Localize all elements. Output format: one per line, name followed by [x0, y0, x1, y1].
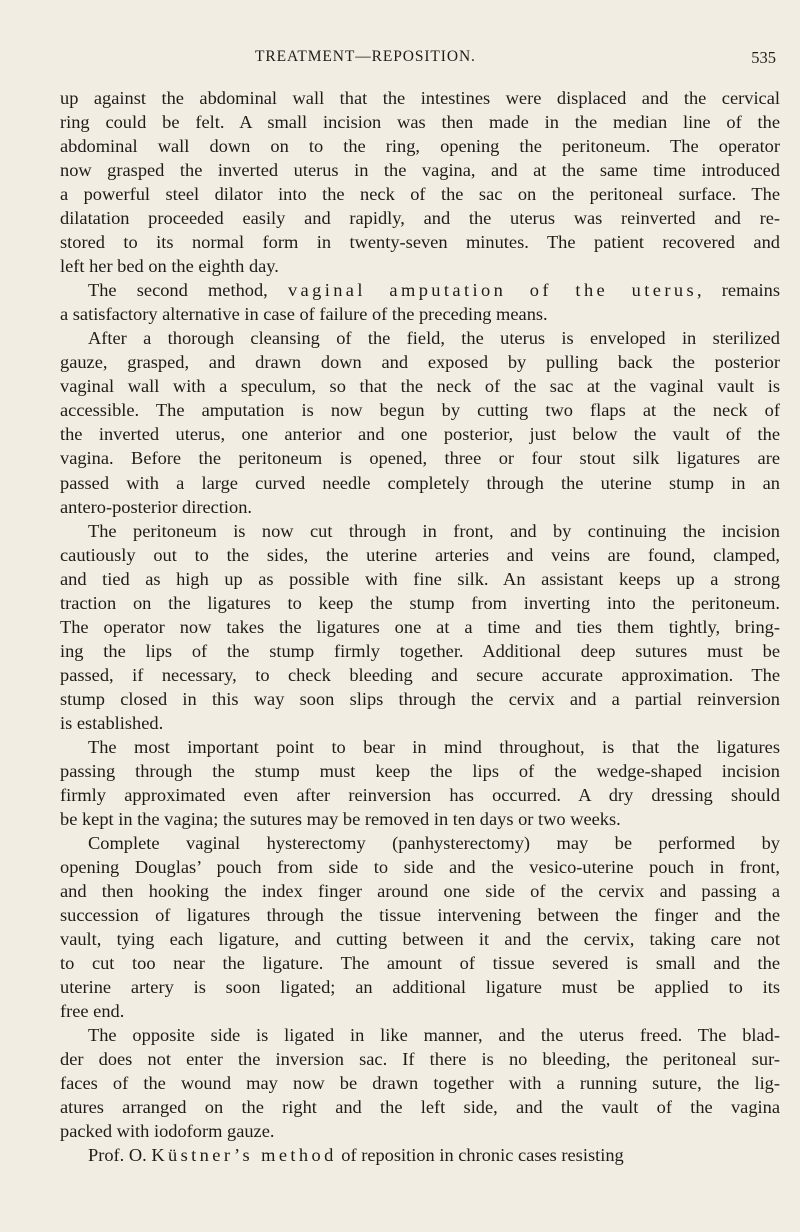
text-segment: The second method,	[88, 280, 288, 301]
text-line: left her bed on the eighth day.	[60, 256, 279, 277]
text-line: The operator now takes the ligatures one at a time and ties them tightly, bring-	[60, 616, 780, 637]
text-line: passed, if necessary, to check bleeding and secure accurate approximation. The	[60, 664, 780, 685]
text-line: and then hooking the index finger around one side of the cervix and passing a	[60, 881, 780, 902]
text-line: ring could be felt. A small incision was then made in the median line of the	[60, 112, 780, 133]
text-body	[60, 86, 780, 1167]
text-line: vagina. Before the peritoneum is opened, three or four stout silk ligatures are	[60, 448, 780, 469]
text-line: After a thorough cleansing of the field, the uterus is enveloped in sterilized	[88, 328, 780, 349]
text-line: and tied as high up as possible with fine silk. An assistant keeps up a strong	[60, 568, 780, 589]
page-number: 535	[751, 48, 776, 67]
text-line: be kept in the vagina; the sutures may be removed in ten days or two weeks.	[60, 808, 621, 829]
text-line: free end.	[60, 1001, 125, 1022]
text-line: dilatation proceeded easily and rapidly, and the uterus was reinverted and re-	[60, 208, 780, 229]
text-line: cautiously out to the sides, the uterine arteries and veins are found, clamped,	[60, 544, 780, 565]
text-line: The peritoneum is now cut through in front, and by continuing the incision	[88, 520, 780, 541]
text-line: Complete vaginal hysterectomy (panhysterectomy) may be performed by	[88, 832, 780, 853]
text-line: passed with a large curved needle completely through the uterine stump in an	[60, 472, 780, 493]
text-line: antero-posterior direction.	[60, 496, 253, 517]
text-line: traction on the ligatures to keep the stump from inverting into the peritoneum.	[60, 592, 780, 613]
text-line: The most important point to bear in mind throughout, is that the ligatures	[88, 736, 780, 757]
text-segment: of reposition in chronic cases resisting	[336, 1145, 624, 1166]
text-line: up against the abdominal wall that the intestines were displaced and the cervical	[60, 88, 780, 108]
text-line	[60, 278, 780, 302]
text-line: atures arranged on the right and the left side, and the vault of the vagina	[60, 1097, 780, 1118]
running-head	[60, 48, 776, 72]
text-line: opening Douglas’ pouch from side to side and the vesico-uterine pouch in front,	[60, 857, 780, 877]
text-line	[60, 1143, 780, 1167]
text-line: passing through the stump must keep the lips of the wedge-shaped incision	[60, 760, 780, 781]
text-line: ing the lips of the stump firmly together. Additional deep sutures must be	[60, 640, 780, 661]
text-line: The opposite side is ligated in like manner, and the uterus freed. The blad-	[88, 1025, 780, 1046]
text-line: gauze, grasped, and drawn down and exposed by pulling back the posterior	[60, 352, 780, 373]
letterspaced-emphasis: Küstner’s method	[151, 1145, 337, 1166]
text-line: a powerful steel dilator into the neck of the sac on the peritoneal surface. The	[60, 184, 780, 205]
text-line: vaginal wall with a speculum, so that the neck of the sac at the vaginal vault is	[60, 376, 780, 397]
text-segment: , remains	[697, 280, 780, 301]
text-line: firmly approximated even after reinversion has occurred. A dry dressing should	[60, 784, 780, 805]
text-line: packed with iodoform gauze.	[60, 1121, 275, 1142]
text-segment: Prof. O.	[88, 1145, 152, 1166]
text-line: is established.	[60, 712, 164, 733]
text-line: der does not enter the inversion sac. If there is no bleeding, the peritoneal sur-	[60, 1049, 780, 1070]
text-line: accessible. The amputation is now begun by cutting two flaps at the neck of	[60, 400, 780, 421]
text-line: succession of ligatures through the tissue intervening between the finger and the	[60, 905, 780, 926]
text-line: vault, tying each ligature, and cutting between it and the cervix, taking care not	[60, 929, 780, 950]
running-title: TREATMENT—REPOSITION.	[255, 48, 476, 65]
text-line: now grasped the inverted uterus in the vagina, and at the same time introduced	[60, 160, 780, 181]
text-line: stump closed in this way soon slips through the cervix and a partial reinversion	[60, 688, 780, 709]
text-line: faces of the wound may now be drawn together with a running suture, the lig-	[60, 1073, 780, 1094]
text-line: a satisfactory alternative in case of failure of the preceding means.	[60, 304, 548, 325]
text-line: stored to its normal form in twenty-seven minutes. The patient recovered and	[60, 232, 780, 253]
text-line: uterine artery is soon ligated; an additional ligature must be applied to its	[60, 977, 780, 998]
letterspaced-emphasis: vaginal amputation of the uterus	[287, 280, 698, 301]
text-line: abdominal wall down on to the ring, opening the peritoneum. The operator	[60, 136, 780, 157]
text-line: to cut too near the ligature. The amount of tissue severed is small and the	[60, 953, 780, 974]
text-line: the inverted uterus, one anterior and one posterior, just below the vault of the	[60, 424, 780, 445]
